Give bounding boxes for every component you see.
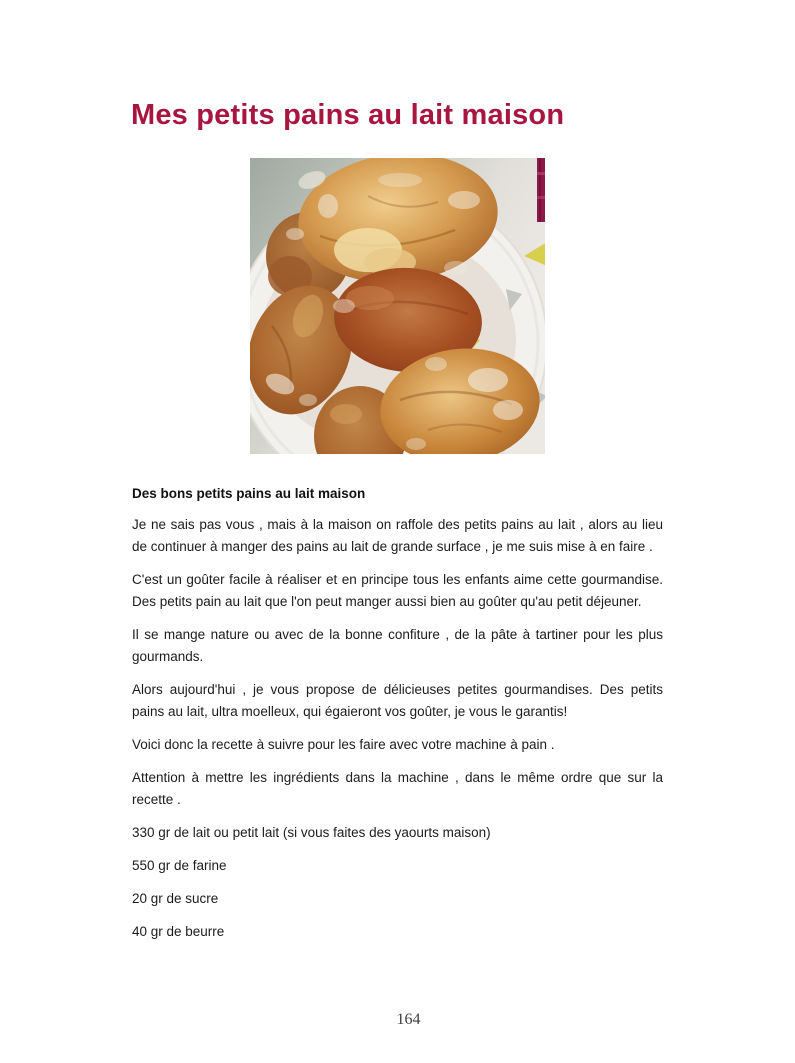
article-body bbox=[132, 483, 663, 954]
petits-pains-image bbox=[250, 158, 545, 454]
ingredient-lait: 330 gr de lait ou petit lait (si vous faites des yaourts maison) bbox=[132, 825, 491, 840]
article-subtitle: Des bons petits pains au lait maison bbox=[132, 486, 366, 501]
paragraph-propose: Alors aujourd'hui , je vous propose de délicieuses petites gourmandises. Des petits pains au lait, ultra moelleux, qui égaieront vos goûter, je vous le garantis! bbox=[132, 682, 663, 719]
paragraph-attention: Attention à mettre les ingrédients dans la machine , dans le même ordre que sur la recette . bbox=[132, 770, 663, 807]
ingredient-beurre: 40 gr de beurre bbox=[132, 924, 225, 939]
page-footer bbox=[0, 1011, 795, 1029]
paragraph-recette: Voici donc la recette à suivre pour les faire avec votre machine à pain . bbox=[132, 737, 555, 752]
ingredient-sucre: 20 gr de sucre bbox=[132, 891, 219, 906]
recipe-photo bbox=[250, 158, 545, 454]
paragraph-gouter: C'est un goûter facile à réaliser et en principe tous les enfants aime cette gourmandise. Des petits pain au lait que l'on peut manger aussi bien au goûter qu'au petit déjeuner. bbox=[132, 572, 663, 609]
fabric-strip bbox=[537, 158, 545, 222]
ingredient-farine: 550 gr de farine bbox=[132, 858, 227, 873]
page-number: 164 bbox=[396, 1011, 421, 1028]
page-title: Mes petits pains au lait maison bbox=[131, 99, 565, 131]
paragraph-confiture: Il se mange nature ou avec de la bonne confiture , de la pâte à tartiner pour les plus gourmands. bbox=[132, 627, 663, 664]
paragraph-intro: Je ne sais pas vous , mais à la maison on raffole des petits pains au lait , alors au lieu de continuer à manger des pains au lait de grande surface , je me suis mise à en faire . bbox=[132, 517, 663, 554]
